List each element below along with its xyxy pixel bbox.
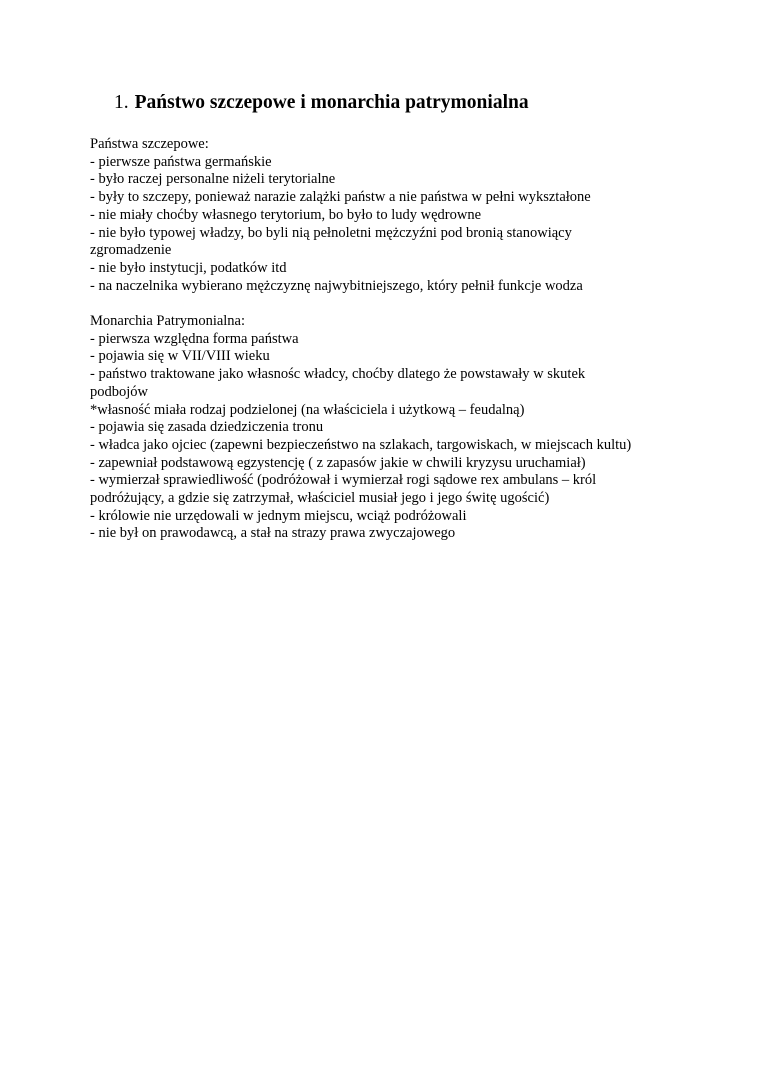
bullet-continuation: podbojów xyxy=(90,383,148,400)
section-heading xyxy=(114,90,529,116)
bullet-line: - królowie nie urzędowali w jednym miejscu, wciąż podróżowali xyxy=(90,507,467,524)
document-body xyxy=(90,136,690,561)
heading-number: 1. xyxy=(114,92,129,113)
bullet-continuation: podróżujący, a gdzie się zatrzymał, właściciel musiał jego i jego świtę ugościć) xyxy=(90,490,550,507)
bullet-line: - nie był on prawodawcą, a stał na strazy prawa zwyczajowego xyxy=(90,525,456,542)
section-monarchia-patrymonialna xyxy=(90,313,690,543)
heading-title: Państwo szczepowe i monarchia patrymonialna xyxy=(134,92,529,113)
bullet-line: - pojawia się zasada dziedziczenia tronu xyxy=(90,419,324,436)
bullet-line: - zapewniał podstawową egzystencję ( z zapasów jakie w chwili kryzysu uruchamiał) xyxy=(90,454,586,471)
bullet-line: - były to szczepy, ponieważ narazie zalążki państw a nie państwa w pełni wykształone xyxy=(90,189,591,206)
bullet-continuation: zgromadzenie xyxy=(90,242,172,259)
section-label: Monarchia Patrymonialna: xyxy=(90,313,246,330)
bullet-line: - pierwsze państwa germańskie xyxy=(90,153,272,170)
bullet-line: - wymierzał sprawiedliwość (podróżował i wymierzał rogi sądowe rex ambulans – król xyxy=(90,472,597,489)
bullet-line: - było raczej personalne niżeli terytorialne xyxy=(90,171,336,188)
section-panstwa-szczepowe xyxy=(90,136,690,295)
bullet-line: - pierwsza względna forma państwa xyxy=(90,330,299,347)
bullet-line: - władca jako ojciec (zapewni bezpieczeństwo na szlakach, targowiskach, w miejscach kultu) xyxy=(90,436,632,453)
bullet-line: - nie było instytucji, podatków itd xyxy=(90,259,287,276)
note-line: *własność miała rodzaj podzielonej (na właściciela i użytkową – feudalną) xyxy=(90,401,525,418)
section-label: Państwa szczepowe: xyxy=(90,136,209,152)
bullet-line: - nie było typowej władzy, bo byli nią pełnoletni mężczyźni pod bronią stanowiący xyxy=(90,224,572,241)
bullet-line: - pojawia się w VII/VIII wieku xyxy=(90,348,270,365)
bullet-line: - państwo traktowane jako własnośc władcy, choćby dlatego że powstawały w skutek xyxy=(90,366,586,383)
bullet-line: - na naczelnika wybierano mężczyznę najwybitniejszego, który pełnił funkcje wodza xyxy=(90,277,583,294)
bullet-line: - nie miały choćby własnego terytorium, bo było to ludy wędrowne xyxy=(90,206,482,223)
